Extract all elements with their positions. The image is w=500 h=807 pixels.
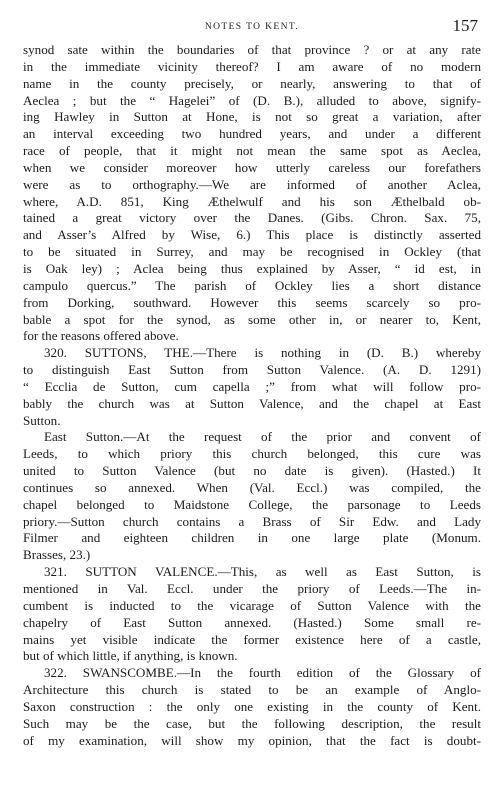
text-line: bable a spot for the synod, as some other in, or nearer to, Kent,	[23, 311, 481, 327]
text-line: Filmer and eighteen children in one large plate (Monum.	[23, 530, 481, 546]
page-number: 157	[452, 16, 478, 35]
text-line: from Dorking, southward. However this seems scarcely so pro-	[23, 294, 481, 310]
text-line: of my examination, will show my opinion, that the fact is doubt-	[23, 732, 481, 748]
text-line: 320. SUTTONS, THE.—There is nothing in (D. B.) whereby	[44, 345, 481, 361]
text-line: ing Hawley in Sutton at Hone, is not so great a variation, after	[23, 109, 481, 125]
text-line: but of which little, if anything, is known.	[23, 648, 238, 664]
text-line: Such may be the case, but the following description, the result	[23, 715, 481, 731]
text-line: Leeds, to which priory this church belonged, this cure was	[23, 446, 481, 462]
text-line: East Sutton.—At the request of the prior and convent of	[44, 429, 481, 445]
text-line: chapelry of East Sutton annexed. (Hasted.) Some small re-	[23, 614, 481, 630]
text-line: 321. SUTTON VALENCE.—This, as well as East Sutton, is	[44, 564, 481, 580]
text-line: and Asser’s Alfred by Wise, 6.) This place is distinctly asserted	[23, 227, 481, 243]
text-line: continues so annexed. When (Val. Eccl.) was compiled, the	[23, 479, 481, 495]
body-text	[23, 42, 481, 749]
text-line: where, A.D. 851, King Æthelwulf and his son Æthelbald ob-	[23, 193, 481, 209]
text-line: Sutton.	[23, 412, 61, 428]
text-line: synod sate within the boundaries of that province ? or at any rate	[23, 42, 481, 57]
text-line: name in the county precisely, or nearly, answering to that of	[23, 75, 481, 91]
text-line: is Oak ley) ; Aclea being thus explained by Asser, “ id est, in	[23, 260, 481, 276]
text-line: united to Sutton Valence (but no date is given). (Hasted.) It	[23, 463, 481, 479]
text-line: Brasses, 23.)	[23, 547, 91, 563]
running-head: NOTES TO KENT.	[204, 22, 300, 32]
text-line: Aeclea ; but the “ Hagelei” of (D. B.), alluded to above, signify-	[23, 92, 481, 108]
text-line: mentioned in Val. Eccl. under the priory of Leeds.—The in-	[23, 581, 481, 596]
text-line: to distinguish East Sutton from Sutton Valence. (A. D. 1291)	[23, 362, 481, 378]
text-line: “ Ecclia de Sutton, cum capella ;” from what will follow pro-	[23, 378, 481, 394]
text-line: mains yet visible indicate the former existence here of a castle,	[23, 631, 481, 647]
text-line: bably the church was at Sutton Valence, and the chapel at East	[23, 395, 481, 411]
text-line: in the immediate vicinity thereof? I am aware of no modern	[23, 58, 481, 74]
page-header	[23, 14, 481, 42]
text-line: an interval exceeding two hundred years, and under a different	[23, 126, 481, 142]
text-line: Saxon construction : the only one existing in the county of Kent.	[23, 698, 481, 714]
text-line: 322. SWANSCOMBE.—In the fourth edition of the Glossary of	[44, 665, 481, 681]
text-line: tained a great victory over the Danes. (Gibs. Chron. Sax. 75,	[23, 210, 481, 226]
text-line: for the reasons offered above.	[23, 328, 179, 344]
text-line: to be situated in Surrey, and may be recognised in Ockley (that	[23, 244, 481, 260]
text-line: when we consider moreover how utterly careless our forefathers	[23, 159, 481, 175]
text-line: priory.—Sutton church contains a Brass of Sir Edw. and Lady	[23, 513, 481, 529]
text-line: cumbent is inducted to the vicarage of Sutton Valence with the	[23, 597, 481, 613]
text-line: chapel belonged to Maidstone College, the parsonage to Leeds	[23, 496, 481, 512]
text-line: were as to orthography.—We are informed of another Aclea,	[23, 176, 481, 192]
text-line: Architecture this church is stated to be an example of Anglo-	[23, 682, 481, 698]
text-line: race of people, that it might not mean the same spot as Aeclea,	[23, 143, 481, 159]
text-line: campulo quercus.” The parish of Ockley lies a short distance	[23, 277, 481, 293]
